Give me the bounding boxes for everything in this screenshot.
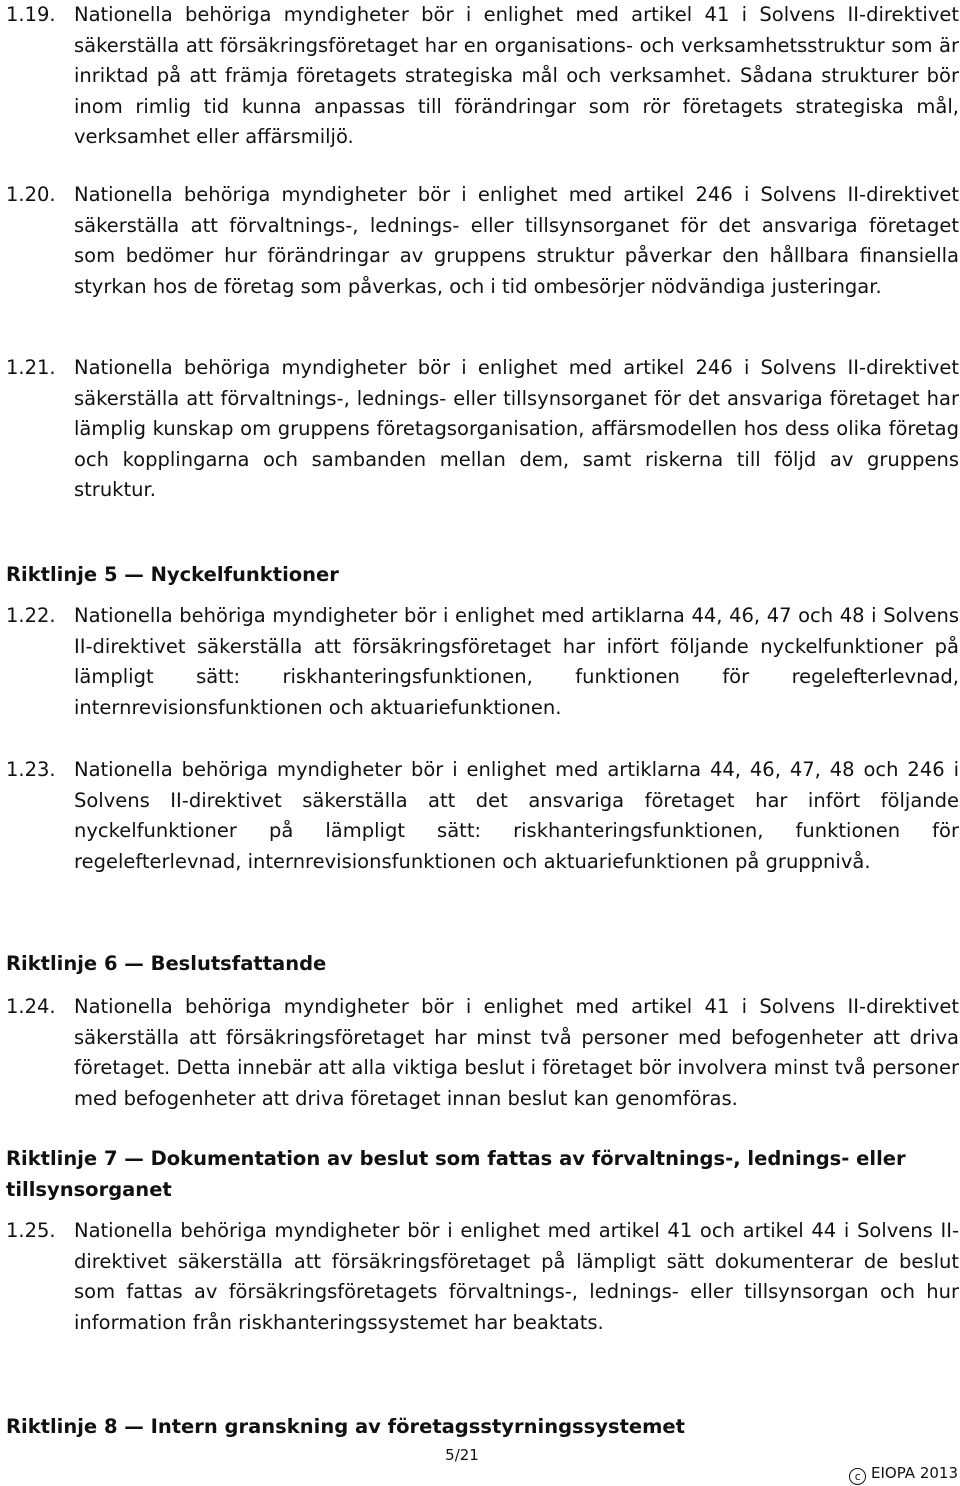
paragraph-text: Nationella behöriga myndigheter bör i enlighet med artikel 41 i Solvens II-direktivet säkerställa att försäkringsföretaget har en organisations- och verksamhetsstruktur som är inriktad på att främja företagets strategiska mål och verksamhet. Sådana strukturer bör inom rimlig tid kunna anpassas till förändringar som rör företagets strategiska mål, verksamhet eller affärsmiljö. [74,3,959,149]
paragraph-number: 1.21. [6,356,56,379]
paragraph-1-21 [6,353,959,506]
paragraph-1-25 [6,1216,959,1338]
page-number: 5/21 [445,1446,479,1464]
paragraph-number: 1.23. [6,758,56,781]
paragraph-text: Nationella behöriga myndigheter bör i enlighet med artiklarna 44, 46, 47 och 48 i Solvens II-direktivet säkerställa att försäkringsföretaget har infört följande nyckelfunktioner på lämpligt sätt: riskhanteringsfunktionen, funktionen för regelefterlevnad, internrevisionsfunktionen och aktuariefunktionen. [74,604,959,719]
paragraph-number: 1.24. [6,995,56,1018]
paragraph-1-19 [6,0,959,153]
paragraph-text: Nationella behöriga myndigheter bör i enlighet med artikel 41 och artikel 44 i Solvens II-direktivet säkerställa att försäkringsföretaget på lämpligt sätt dokumenterar de beslut som fattas av försäkringsföretagets förvaltnings-, lednings- eller tillsynsorgan och hur information från riskhanteringssystemet har beaktats. [74,1219,959,1334]
paragraph-text: Nationella behöriga myndigheter bör i enlighet med artiklarna 44, 46, 47, 48 och 246 i Solvens II-direktivet säkerställa att det ansvariga företaget har infört följande nyckelfunktioner på lämpligt sätt: riskhanteringsfunktionen, funktionen för regelefterlevnad, internrevisionsfunktionen och aktuariefunktionen på gruppnivå. [74,758,959,873]
guideline-5-heading: Riktlinje 5 — Nyckelfunktioner [6,563,339,586]
paragraph-number: 1.25. [6,1219,56,1242]
guideline-6-heading: Riktlinje 6 — Beslutsfattande [6,952,327,975]
paragraph-1-23 [6,755,959,877]
paragraph-1-22 [6,601,959,723]
paragraph-text: Nationella behöriga myndigheter bör i enlighet med artikel 246 i Solvens II-direktivet säkerställa att förvaltnings-, lednings- eller tillsynsorganet för det ansvariga företaget har lämplig kunskap om gruppens företagsorganisation, affärsmodellen hos dess olika företag och kopplingarna och sambanden mellan dem, samt riskerna till följd av gruppens struktur. [74,356,959,502]
paragraph-number: 1.22. [6,604,56,627]
copyright-text: EIOPA 2013 [871,1464,958,1482]
paragraph-number: 1.20. [6,183,56,206]
paragraph-text: Nationella behöriga myndigheter bör i enlighet med artikel 246 i Solvens II-direktivet säkerställa att förvaltnings-, lednings- eller tillsynsorganet för det ansvariga företaget som bedömer hur förändringar av gruppens struktur påverkar den hållbara finansiella styrkan hos de företag som påverkas, och i tid ombesörjer nödvändiga justeringar. [74,183,959,298]
paragraph-number: 1.19. [6,3,56,26]
copyright-icon: c [849,1468,866,1485]
guideline-8-heading: Riktlinje 8 — Intern granskning av företagsstyrningssystemet [6,1415,685,1438]
paragraph-1-20 [6,180,959,302]
copyright-notice [849,1464,958,1485]
guideline-7-heading: Riktlinje 7 — Dokumentation av beslut som fattas av förvaltnings-, lednings- eller tillsynsorganet [6,1147,906,1201]
paragraph-text: Nationella behöriga myndigheter bör i enlighet med artikel 41 i Solvens II-direktivet säkerställa att försäkringsföretaget har minst två personer med befogenheter att driva företaget. Detta innebär att alla viktiga beslut i företaget bör involvera minst två personer med befogenheter att driva företaget innan beslut kan genomföras. [74,995,959,1110]
paragraph-1-24 [6,992,959,1114]
